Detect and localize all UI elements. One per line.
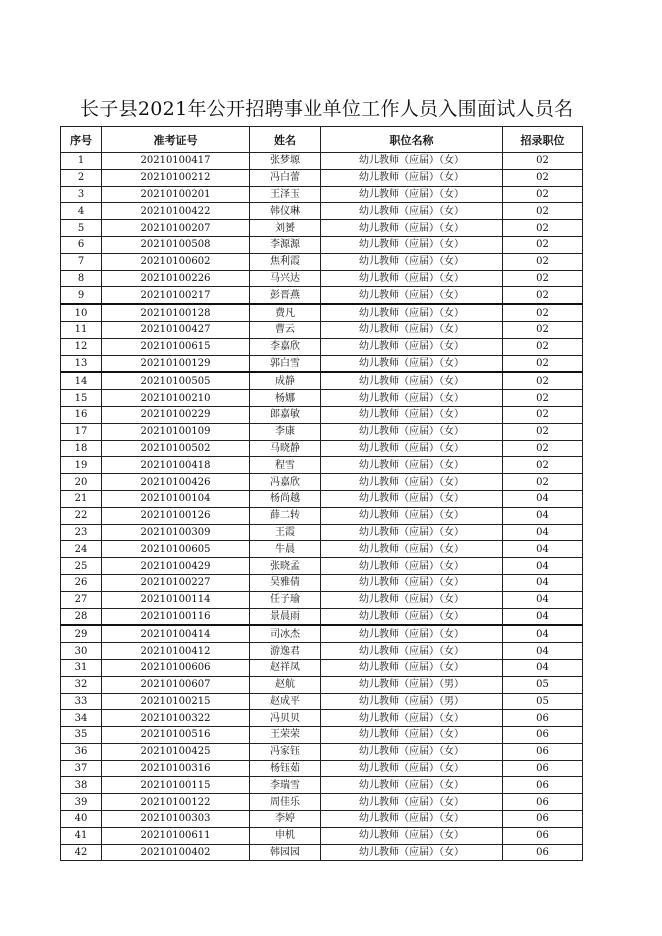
cell-position-title: 幼儿教师（应届）（女） <box>321 710 503 727</box>
table-row <box>61 794 583 811</box>
cell-index: 17 <box>61 423 102 440</box>
table-row <box>61 541 583 558</box>
cell-index: 10 <box>61 304 102 321</box>
cell-index: 21 <box>61 490 102 507</box>
table-row <box>61 169 583 186</box>
cell-name: 赵航 <box>250 676 321 693</box>
table-row <box>61 507 583 524</box>
cell-position-title: 幼儿教师（应届）（女） <box>321 794 503 811</box>
cell-index: 16 <box>61 406 102 423</box>
table-row <box>61 490 583 507</box>
cell-name: 焦利霞 <box>250 253 321 270</box>
cell-exam-number: 20210100309 <box>102 524 250 541</box>
cell-position-title: 幼儿教师（应届）（女） <box>321 220 503 237</box>
cell-position-title: 幼儿教师（应届）（女） <box>321 591 503 608</box>
cell-exam-number: 20210100122 <box>102 794 250 811</box>
cell-name: 张梦塬 <box>250 153 321 170</box>
cell-position-title: 幼儿教师（应届）（女） <box>321 253 503 270</box>
cell-position-title: 幼儿教师（应届）（女） <box>321 811 503 828</box>
cell-position-code: 04 <box>503 558 583 575</box>
cell-exam-number: 20210100201 <box>102 186 250 203</box>
cell-position-title: 幼儿教师（应届）（女） <box>321 727 503 744</box>
cell-index: 4 <box>61 203 102 220</box>
cell-index: 41 <box>61 827 102 844</box>
cell-position-code: 02 <box>503 406 583 423</box>
table-row <box>61 474 583 491</box>
cell-exam-number: 20210100412 <box>102 643 250 660</box>
cell-index: 12 <box>61 338 102 355</box>
document-title: 长子县2021年公开招聘事业单位工作人员入围面试人员名 <box>80 98 574 120</box>
cell-exam-number: 20210100212 <box>102 169 250 186</box>
cell-exam-number: 20210100109 <box>102 423 250 440</box>
cell-index: 28 <box>61 608 102 625</box>
cell-exam-number: 20210100602 <box>102 253 250 270</box>
cell-index: 40 <box>61 811 102 828</box>
column-header-name: 姓名 <box>250 127 321 153</box>
cell-index: 19 <box>61 457 102 474</box>
cell-name: 司冰杰 <box>250 625 321 642</box>
table-body <box>61 153 583 861</box>
cell-name: 郭白雪 <box>250 355 321 372</box>
cell-position-title: 幼儿教师（应届）（女） <box>321 743 503 760</box>
cell-position-code: 02 <box>503 457 583 474</box>
cell-name: 杨娜 <box>250 390 321 407</box>
cell-exam-number: 20210100615 <box>102 338 250 355</box>
cell-name: 韩园园 <box>250 844 321 861</box>
cell-position-title: 幼儿教师（应届）（男） <box>321 676 503 693</box>
cell-position-code: 06 <box>503 777 583 794</box>
cell-position-code: 06 <box>503 811 583 828</box>
cell-name: 王荣荣 <box>250 727 321 744</box>
cell-exam-number: 20210100606 <box>102 659 250 676</box>
cell-index: 11 <box>61 321 102 338</box>
cell-name: 冯家钰 <box>250 743 321 760</box>
cell-index: 22 <box>61 507 102 524</box>
cell-position-title: 幼儿教师（应届）（女） <box>321 457 503 474</box>
cell-name: 赵成平 <box>250 693 321 710</box>
cell-position-code: 04 <box>503 541 583 558</box>
table-row <box>61 406 583 423</box>
cell-exam-number: 20210100215 <box>102 693 250 710</box>
cell-position-title: 幼儿教师（应届）（女） <box>321 169 503 186</box>
table-row <box>61 253 583 270</box>
cell-position-title: 幼儿教师（应届）（女） <box>321 321 503 338</box>
cell-position-code: 02 <box>503 440 583 457</box>
cell-position-code: 02 <box>503 304 583 321</box>
table-row <box>61 153 583 170</box>
cell-position-title: 幼儿教师（应届）（女） <box>321 760 503 777</box>
cell-index: 23 <box>61 524 102 541</box>
cell-position-code: 02 <box>503 372 583 389</box>
cell-name: 王泽玉 <box>250 186 321 203</box>
cell-position-title: 幼儿教师（应届）（女） <box>321 844 503 861</box>
cell-name: 张晓孟 <box>250 558 321 575</box>
cell-position-title: 幼儿教师（应届）（女） <box>321 440 503 457</box>
table-row <box>61 287 583 304</box>
cell-position-code: 02 <box>503 236 583 253</box>
table-row <box>61 220 583 237</box>
cell-position-code: 02 <box>503 220 583 237</box>
cell-position-title: 幼儿教师（应届）（女） <box>321 355 503 372</box>
cell-exam-number: 20210100402 <box>102 844 250 861</box>
cell-position-title: 幼儿教师（应届）（女） <box>321 490 503 507</box>
table-row <box>61 372 583 389</box>
cell-index: 1 <box>61 153 102 170</box>
cell-index: 15 <box>61 390 102 407</box>
cell-exam-number: 20210100508 <box>102 236 250 253</box>
cell-position-title: 幼儿教师（应届）（女） <box>321 558 503 575</box>
column-header-index: 序号 <box>61 127 102 153</box>
cell-exam-number: 20210100322 <box>102 710 250 727</box>
table-row <box>61 643 583 660</box>
cell-index: 29 <box>61 625 102 642</box>
cell-index: 2 <box>61 169 102 186</box>
cell-exam-number: 20210100425 <box>102 743 250 760</box>
cell-index: 27 <box>61 591 102 608</box>
cell-exam-number: 20210100128 <box>102 304 250 321</box>
table-row <box>61 203 583 220</box>
cell-name: 韩仪琳 <box>250 203 321 220</box>
cell-exam-number: 20210100417 <box>102 153 250 170</box>
cell-position-title: 幼儿教师（应届）（女） <box>321 236 503 253</box>
cell-position-code: 04 <box>503 608 583 625</box>
cell-exam-number: 20210100104 <box>102 490 250 507</box>
table-row <box>61 676 583 693</box>
cell-position-code: 04 <box>503 591 583 608</box>
cell-name: 郎嘉敏 <box>250 406 321 423</box>
cell-position-code: 02 <box>503 153 583 170</box>
column-header-exam-number: 准考证号 <box>102 127 250 153</box>
table-row <box>61 186 583 203</box>
cell-position-code: 04 <box>503 643 583 660</box>
cell-exam-number: 20210100316 <box>102 760 250 777</box>
cell-index: 39 <box>61 794 102 811</box>
cell-position-code: 06 <box>503 727 583 744</box>
cell-index: 9 <box>61 287 102 304</box>
table-row <box>61 390 583 407</box>
cell-name: 马兴达 <box>250 270 321 287</box>
interview-roster-table <box>60 126 583 861</box>
cell-index: 3 <box>61 186 102 203</box>
cell-position-code: 04 <box>503 507 583 524</box>
table-row <box>61 355 583 372</box>
cell-index: 31 <box>61 659 102 676</box>
cell-index: 32 <box>61 676 102 693</box>
cell-exam-number: 20210100129 <box>102 355 250 372</box>
table-row <box>61 844 583 861</box>
cell-name: 周佳乐 <box>250 794 321 811</box>
cell-position-title: 幼儿教师（应届）（女） <box>321 643 503 660</box>
cell-exam-number: 20210100605 <box>102 541 250 558</box>
cell-position-title: 幼儿教师（应届）（女） <box>321 827 503 844</box>
cell-position-title: 幼儿教师（应届）（女） <box>321 338 503 355</box>
cell-name: 王霞 <box>250 524 321 541</box>
table-row <box>61 574 583 591</box>
cell-position-code: 05 <box>503 676 583 693</box>
cell-name: 李瑞雪 <box>250 777 321 794</box>
column-header-position-code: 招录职位 <box>503 127 583 153</box>
cell-position-title: 幼儿教师（应届）（女） <box>321 406 503 423</box>
cell-name: 景晨雨 <box>250 608 321 625</box>
cell-exam-number: 20210100114 <box>102 591 250 608</box>
cell-position-code: 02 <box>503 186 583 203</box>
cell-exam-number: 20210100426 <box>102 474 250 491</box>
cell-position-code: 06 <box>503 844 583 861</box>
cell-exam-number: 20210100611 <box>102 827 250 844</box>
cell-position-code: 02 <box>503 169 583 186</box>
cell-name: 费凡 <box>250 304 321 321</box>
cell-exam-number: 20210100126 <box>102 507 250 524</box>
cell-position-code: 06 <box>503 794 583 811</box>
cell-index: 14 <box>61 372 102 389</box>
cell-exam-number: 20210100607 <box>102 676 250 693</box>
cell-exam-number: 20210100229 <box>102 406 250 423</box>
cell-position-code: 04 <box>503 524 583 541</box>
table-row <box>61 760 583 777</box>
cell-exam-number: 20210100418 <box>102 457 250 474</box>
cell-position-code: 04 <box>503 574 583 591</box>
cell-position-title: 幼儿教师（应届）（女） <box>321 186 503 203</box>
cell-name: 李康 <box>250 423 321 440</box>
table-row <box>61 827 583 844</box>
table-row <box>61 727 583 744</box>
cell-name: 刘赟 <box>250 220 321 237</box>
cell-position-title: 幼儿教师（应届）（女） <box>321 270 503 287</box>
cell-position-code: 02 <box>503 474 583 491</box>
cell-name: 程雪 <box>250 457 321 474</box>
cell-position-code: 06 <box>503 743 583 760</box>
cell-name: 李嘉欣 <box>250 338 321 355</box>
cell-exam-number: 20210100116 <box>102 608 250 625</box>
cell-position-title: 幼儿教师（应届）（女） <box>321 777 503 794</box>
cell-index: 20 <box>61 474 102 491</box>
cell-position-code: 02 <box>503 390 583 407</box>
cell-index: 7 <box>61 253 102 270</box>
cell-exam-number: 20210100422 <box>102 203 250 220</box>
cell-name: 申机 <box>250 827 321 844</box>
cell-position-code: 06 <box>503 760 583 777</box>
cell-index: 18 <box>61 440 102 457</box>
cell-position-title: 幼儿教师（应届）（女） <box>321 153 503 170</box>
cell-exam-number: 20210100207 <box>102 220 250 237</box>
cell-index: 24 <box>61 541 102 558</box>
cell-exam-number: 20210100210 <box>102 390 250 407</box>
cell-position-code: 04 <box>503 490 583 507</box>
cell-name: 成静 <box>250 372 321 389</box>
cell-name: 彭晋燕 <box>250 287 321 304</box>
cell-position-code: 04 <box>503 659 583 676</box>
cell-position-code: 06 <box>503 710 583 727</box>
cell-position-code: 02 <box>503 321 583 338</box>
cell-exam-number: 20210100505 <box>102 372 250 389</box>
cell-position-title: 幼儿教师（应届）（女） <box>321 541 503 558</box>
table-row <box>61 423 583 440</box>
cell-position-title: 幼儿教师（应届）（女） <box>321 203 503 220</box>
table-row <box>61 608 583 625</box>
cell-index: 42 <box>61 844 102 861</box>
cell-name: 游逸君 <box>250 643 321 660</box>
cell-position-title: 幼儿教师（应届）（女） <box>321 524 503 541</box>
cell-exam-number: 20210100414 <box>102 625 250 642</box>
cell-index: 26 <box>61 574 102 591</box>
cell-position-title: 幼儿教师（应届）（女） <box>321 625 503 642</box>
cell-position-title: 幼儿教师（应届）（女） <box>321 507 503 524</box>
cell-name: 杨尚越 <box>250 490 321 507</box>
cell-position-code: 02 <box>503 203 583 220</box>
cell-name: 李婷 <box>250 811 321 828</box>
cell-name: 赵祥凤 <box>250 659 321 676</box>
table-row <box>61 270 583 287</box>
cell-position-code: 04 <box>503 625 583 642</box>
table-row <box>61 743 583 760</box>
cell-index: 13 <box>61 355 102 372</box>
cell-index: 6 <box>61 236 102 253</box>
cell-position-title: 幼儿教师（应届）（女） <box>321 372 503 389</box>
cell-exam-number: 20210100115 <box>102 777 250 794</box>
cell-exam-number: 20210100429 <box>102 558 250 575</box>
table-row <box>61 321 583 338</box>
table-row <box>61 524 583 541</box>
cell-name: 任子瑜 <box>250 591 321 608</box>
cell-name: 马晓静 <box>250 440 321 457</box>
cell-name: 冯白蕾 <box>250 169 321 186</box>
cell-name: 杨钰茹 <box>250 760 321 777</box>
cell-position-title: 幼儿教师（应届）（女） <box>321 608 503 625</box>
column-header-position-title: 职位名称 <box>321 127 503 153</box>
cell-position-title: 幼儿教师（应届）（女） <box>321 474 503 491</box>
table-row <box>61 811 583 828</box>
table-header-row <box>61 127 583 153</box>
cell-exam-number: 20210100427 <box>102 321 250 338</box>
cell-position-title: 幼儿教师（应届）（女） <box>321 423 503 440</box>
cell-exam-number: 20210100227 <box>102 574 250 591</box>
cell-position-title: 幼儿教师（应届）（女） <box>321 287 503 304</box>
table-row <box>61 440 583 457</box>
cell-index: 8 <box>61 270 102 287</box>
table-row <box>61 236 583 253</box>
cell-exam-number: 20210100516 <box>102 727 250 744</box>
cell-name: 李源源 <box>250 236 321 253</box>
cell-index: 38 <box>61 777 102 794</box>
cell-name: 冯嘉欣 <box>250 474 321 491</box>
cell-position-code: 02 <box>503 287 583 304</box>
cell-index: 5 <box>61 220 102 237</box>
cell-index: 35 <box>61 727 102 744</box>
cell-index: 33 <box>61 693 102 710</box>
table-row <box>61 777 583 794</box>
cell-index: 25 <box>61 558 102 575</box>
cell-name: 曹云 <box>250 321 321 338</box>
cell-exam-number: 20210100226 <box>102 270 250 287</box>
table-row <box>61 659 583 676</box>
cell-position-code: 02 <box>503 253 583 270</box>
cell-position-title: 幼儿教师（应届）（女） <box>321 574 503 591</box>
table-row <box>61 558 583 575</box>
cell-index: 36 <box>61 743 102 760</box>
table-row <box>61 625 583 642</box>
cell-exam-number: 20210100502 <box>102 440 250 457</box>
cell-position-code: 05 <box>503 693 583 710</box>
cell-name: 牛晨 <box>250 541 321 558</box>
cell-index: 30 <box>61 643 102 660</box>
cell-name: 薛二转 <box>250 507 321 524</box>
cell-position-title: 幼儿教师（应届）（女） <box>321 304 503 321</box>
cell-index: 37 <box>61 760 102 777</box>
cell-name: 吴雅倩 <box>250 574 321 591</box>
cell-exam-number: 20210100303 <box>102 811 250 828</box>
cell-exam-number: 20210100217 <box>102 287 250 304</box>
cell-position-title: 幼儿教师（应届）（男） <box>321 693 503 710</box>
cell-position-title: 幼儿教师（应届）（女） <box>321 390 503 407</box>
cell-position-code: 02 <box>503 423 583 440</box>
cell-position-code: 02 <box>503 270 583 287</box>
table-row <box>61 693 583 710</box>
table-row <box>61 338 583 355</box>
table-row <box>61 710 583 727</box>
table-row <box>61 457 583 474</box>
cell-name: 冯贝贝 <box>250 710 321 727</box>
cell-position-code: 06 <box>503 827 583 844</box>
table-row <box>61 304 583 321</box>
cell-index: 34 <box>61 710 102 727</box>
cell-position-title: 幼儿教师（应届）（女） <box>321 659 503 676</box>
cell-position-code: 02 <box>503 355 583 372</box>
table-row <box>61 591 583 608</box>
cell-position-code: 02 <box>503 338 583 355</box>
